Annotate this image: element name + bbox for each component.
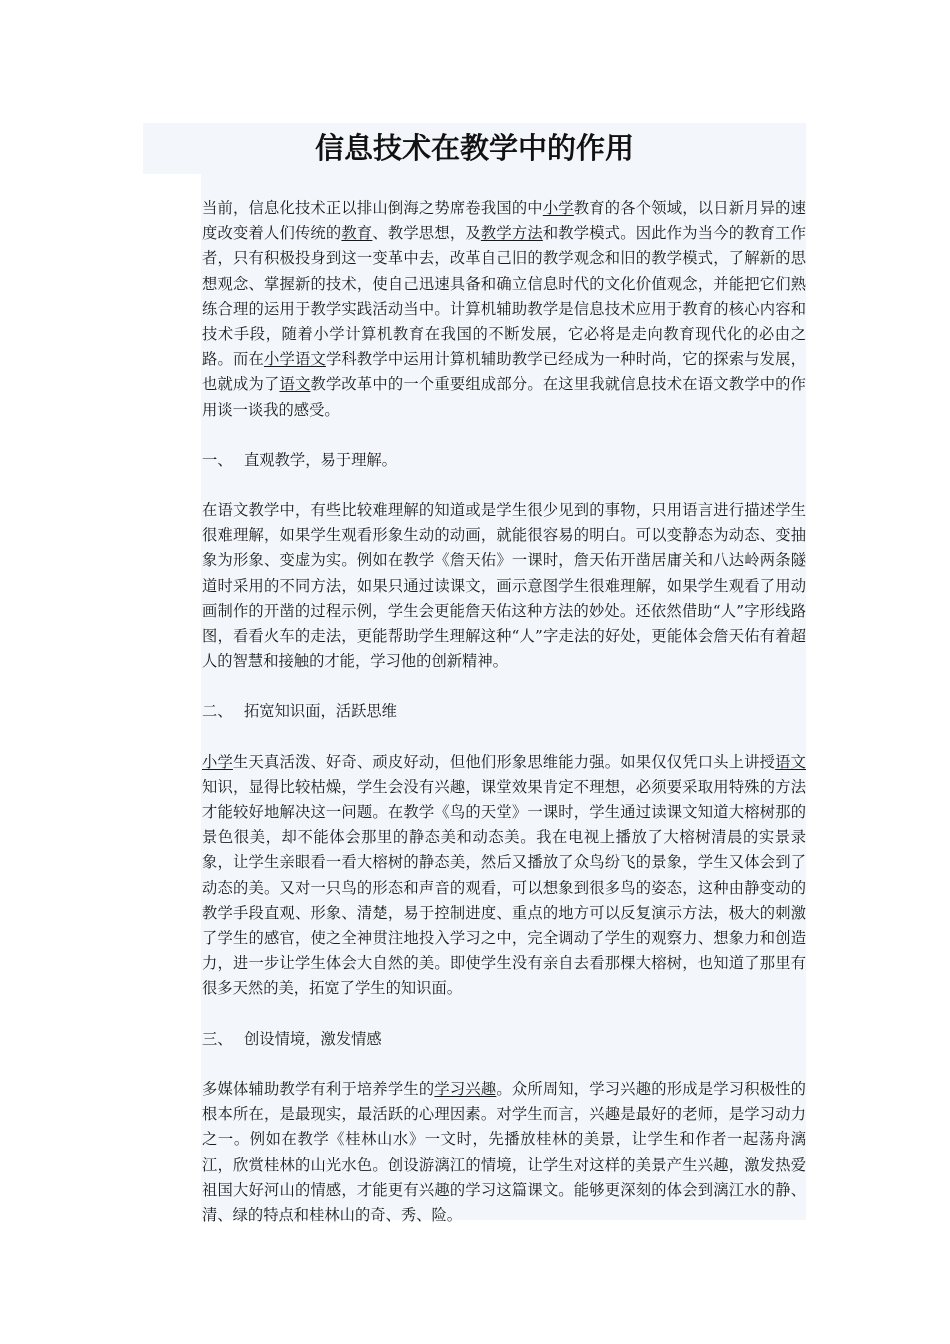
section-3-paragraph <box>202 1077 806 1228</box>
inline-link[interactable]: 小学语文 <box>263 350 326 369</box>
text-run: 学科教学中运用计算机辅助教学已经成为一种时尚，它的探索与发展，也就成为了 <box>202 350 806 394</box>
text-run: 教学改革中的一个重要组成部分。在这里我就信息技术在语文教学中的作用谈一谈我的感受。 <box>202 375 806 419</box>
inline-link[interactable]: 小学 <box>202 752 233 771</box>
text-run: 生天真活泼、好奇、顽皮好动，但他们形象思维能力强。如果仅仅凭口头上讲授 <box>232 752 776 771</box>
section-heading-text: 直观教学，易于理解。 <box>244 450 397 469</box>
section-number: 二、 <box>202 702 233 721</box>
section-heading-text: 拓宽知识面，活跃思维 <box>244 702 397 721</box>
section-heading-3 <box>202 1027 806 1052</box>
inline-link[interactable]: 语文 <box>775 752 806 771</box>
section-2-paragraph <box>202 750 806 1002</box>
inline-link[interactable]: 语文 <box>279 375 311 394</box>
text-run: 知识，显得比较枯燥，学生会没有兴趣，课堂效果肯定不理想，必须要采取用特殊的方法才能较好地解决这一问题。在教学《鸟的天堂》一课时，学生通过读课文知道大榕树那的景色很美，却不能体会那里的静态美和动态美。我在电视上播放了大榕树清晨的实景录象，让学生亲眼看一看大榕树的静态美，然后又播放了众鸟纷飞的景象，学生又体会到了动态的美。又对一只鸟的形态和声音的观看，可以想象到很多鸟的姿态，这种由静变动的教学手段直观、形象、清楚，易于控制进度、重点的地方可以反复演示方法，极大的刺激了学生的感官，使之全神贯注地投入学习之中，完全调动了学生的观察力、想象力和创造力，进一步让学生体会大自然的美。即使学生没有亲自去看那棵大榕树，也知道了那里有很多天然的美，拓宽了学生的知识面。 <box>202 777 806 998</box>
text-run: 多媒体辅助教学有利于培养学生的 <box>202 1079 435 1098</box>
text-run: 、教学思想，及 <box>372 224 481 243</box>
page-title: 信息技术在教学中的作用 <box>314 131 634 165</box>
inline-link[interactable]: 教育 <box>341 224 373 243</box>
section-heading-text: 创设情境，激发情感 <box>244 1029 382 1048</box>
section-heading-2 <box>202 699 806 724</box>
text-run: 和教学模式。因此作为当今的教育工作者，只有积极投身到这一变革中去，改革自己旧的教学观念和旧的教学模式，了解新的思想观念、掌握新的技术，使自己迅速具备和确立信息时代的文化价值观念，并能把它们熟练合理的运用于教学实践活动当中。计算机辅助教学是信息技术应用于教育的核心内容和技术手段，随着小学计算机教育在我国的不断发展，它必将是走向教育现代化的必由之路。而在 <box>202 224 806 369</box>
section-1-paragraph <box>202 498 806 674</box>
inline-link[interactable]: 教学方法 <box>480 224 543 243</box>
inline-link[interactable]: 小学 <box>542 199 574 217</box>
section-heading-1 <box>202 448 806 473</box>
section-number: 一、 <box>202 450 233 469</box>
inline-link[interactable]: 学习兴趣 <box>434 1079 497 1098</box>
text-run: 当前，信息化技术正以排山倒海之势席卷我国的中 <box>202 199 543 217</box>
intro-paragraph <box>202 196 806 423</box>
section-number: 三、 <box>202 1029 233 1048</box>
text-run: 在语文教学中，有些比较难理解的知道或是学生很少见到的事物，只用语言进行描述学生很难理解，如果学生观看形象生动的动画，就能很容易的明白。可以变静态为动态、变抽象为形象、变虚为实。例如在教学《詹天佑》一课时，詹天佑开凿居庸关和八达岭两条隧道时采用的不同方法，如果只通过读课文，画示意图学生很难理解，如果学生观看了用动画制作的开凿的过程示例，学生会更能詹天佑这种方法的妙处。还依然借助“人”字形线路图，看看火车的走法，更能帮助学生理解这种“人”字走法的好处，更能体会詹天佑有着超人的智慧和接触的才能，学习他的创新精神。 <box>202 501 806 671</box>
article-body <box>202 196 806 1228</box>
text-run: 。众所周知，学习兴趣的形成是学习积极性的根本所在，是最现实，最活跃的心理因素。对学生而言，兴趣是最好的老师，是学习动力之一。例如在教学《桂林山水》一文时，先播放桂林的美景，让学生和作者一起荡舟漓江，欣赏桂林的山光水色。创设游漓江的情境，让学生对这样的美景产生兴趣，激发热爱祖国大好河山的情感，才能更有兴趣的学习这篇课文。能够更深刻的体会到漓江水的静、清、绿的特点和桂林山的奇、秀、险。 <box>202 1079 806 1224</box>
text-run: 教育的各个领域，以日新月异的速度改变着人们传统的 <box>202 199 806 243</box>
